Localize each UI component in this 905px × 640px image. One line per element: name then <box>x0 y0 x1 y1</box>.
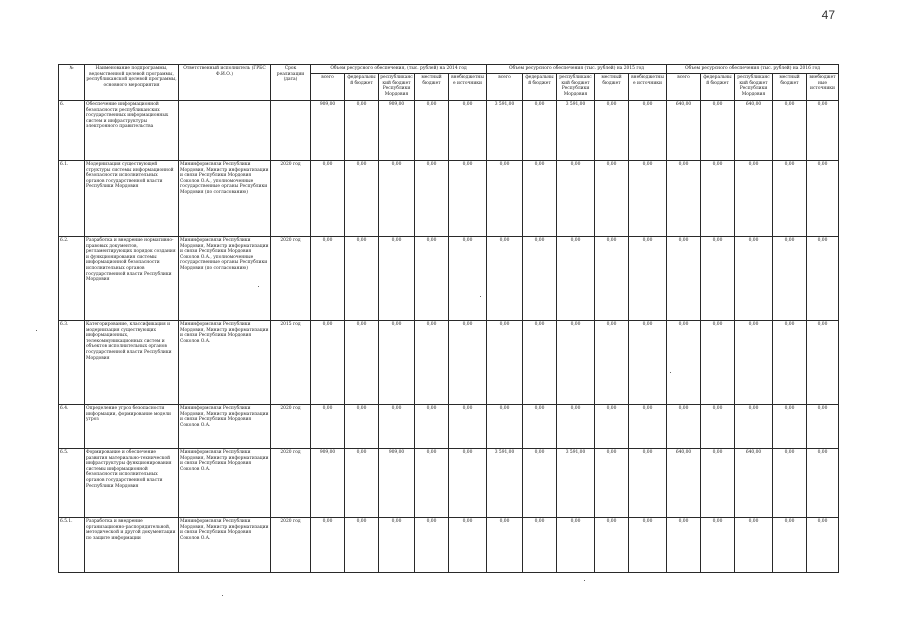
row-number: 6. <box>59 101 85 161</box>
row-responsible: Мининформсвязи Республики Мордовия, Министр информатизации и связи Республики Мордовия Соколов О.А., уполномоченные государственные органы Республики Мордовия (по согласованию) <box>179 161 271 237</box>
scan-speck <box>222 595 223 596</box>
cell-2015-republic: 3 591,00 <box>557 449 595 518</box>
budget-table-sheet <box>58 64 838 573</box>
cell-2014-republic: 0,00 <box>379 161 415 237</box>
table-row <box>59 449 839 518</box>
cell-2014-local: 0,00 <box>415 161 449 237</box>
cell-2015-federal: 0,00 <box>523 101 557 161</box>
header-republic-2015: республиканский бюджет Республики Мордовия <box>557 74 595 101</box>
cell-2016-offbudget: 0,00 <box>807 449 839 518</box>
cell-2016-republic: 0,00 <box>735 237 773 321</box>
cell-2015-local: 0,00 <box>595 405 629 449</box>
cell-2014-local: 0,00 <box>415 101 449 161</box>
row-number: 6.1. <box>59 161 85 237</box>
cell-2014-republic: 0,00 <box>379 321 415 405</box>
cell-2014-offbudget: 0,00 <box>449 237 487 321</box>
header-offbudget-2016: внебюджетные источники <box>807 74 839 101</box>
cell-2015-federal: 0,00 <box>523 405 557 449</box>
table-row <box>59 405 839 449</box>
cell-2014-republic: 0,00 <box>379 518 415 573</box>
row-responsible: Мининформсвязи Республики Мордовия, Министр информатизации и связи Республики Мордовия Соколов О.А. <box>179 449 271 518</box>
row-name: Определение угроз безопасности информации, формирование модели угроз <box>85 405 179 449</box>
cell-2016-total: 640,00 <box>667 449 701 518</box>
scan-speck <box>584 580 585 581</box>
cell-2014-local: 0,00 <box>415 405 449 449</box>
table-row <box>59 518 839 573</box>
cell-2014-total: 0,00 <box>311 237 345 321</box>
cell-2014-federal: 0,00 <box>345 321 379 405</box>
cell-2015-total: 3 591,00 <box>487 101 523 161</box>
row-responsible <box>179 101 271 161</box>
cell-2016-local: 0,00 <box>773 449 807 518</box>
cell-2016-federal: 0,00 <box>701 101 735 161</box>
cell-2015-federal: 0,00 <box>523 161 557 237</box>
cell-2015-republic: 3 591,00 <box>557 101 595 161</box>
cell-2014-local: 0,00 <box>415 237 449 321</box>
cell-2014-total: 909,00 <box>311 449 345 518</box>
header-responsible: Ответственный исполнитель (ГРБС Ф.И.О.) <box>179 65 271 101</box>
row-responsible: Мининформсвязи Республики Мордовия, Министр информатизации и связи Республики Мордовия Соколов О.А., уполномоченные государственные органы Республики Мордовия (по согласованию) <box>179 237 271 321</box>
cell-2015-local: 0,00 <box>595 321 629 405</box>
cell-2016-federal: 0,00 <box>701 449 735 518</box>
cell-2015-total: 0,00 <box>487 405 523 449</box>
header-total-2014: всего <box>311 74 345 101</box>
row-term: 2020 год <box>271 161 311 237</box>
cell-2014-offbudget: 0,00 <box>449 101 487 161</box>
table-row <box>59 237 839 321</box>
cell-2016-federal: 0,00 <box>701 405 735 449</box>
cell-2015-federal: 0,00 <box>523 321 557 405</box>
row-responsible: Мининформсвязи Республики Мордовия, Министр информатизации и связи Республики Мордовия Соколов О.А. <box>179 518 271 573</box>
cell-2016-local: 0,00 <box>773 101 807 161</box>
cell-2016-offbudget: 0,00 <box>807 101 839 161</box>
row-number: 6.4. <box>59 405 85 449</box>
cell-2015-local: 0,00 <box>595 237 629 321</box>
cell-2016-offbudget: 0,00 <box>807 237 839 321</box>
row-responsible: Мининформсвязи Республики Мордовия, Министр информатизации и связи Республики Мордовия Соколов О.А. <box>179 321 271 405</box>
cell-2016-total: 0,00 <box>667 518 701 573</box>
cell-2015-local: 0,00 <box>595 161 629 237</box>
row-name: Разработка и внедрение организационно-распорядительной, методической и другой документации по защите информации <box>85 518 179 573</box>
header-group-2016: Объем ресурсного обеспечения (тыс. рублей) на 2016 год <box>667 65 839 74</box>
cell-2014-total: 0,00 <box>311 518 345 573</box>
header-federal-2016: федеральный бюджет <box>701 74 735 101</box>
cell-2014-federal: 0,00 <box>345 161 379 237</box>
cell-2014-offbudget: 0,00 <box>449 518 487 573</box>
cell-2015-offbudget: 0,00 <box>629 101 667 161</box>
cell-2016-total: 0,00 <box>667 405 701 449</box>
scan-speck <box>670 372 671 373</box>
cell-2014-federal: 0,00 <box>345 101 379 161</box>
cell-2014-offbudget: 0,00 <box>449 161 487 237</box>
row-number: 6.5. <box>59 449 85 518</box>
cell-2016-federal: 0,00 <box>701 518 735 573</box>
header-local-2014: местный бюджет <box>415 74 449 101</box>
cell-2015-offbudget: 0,00 <box>629 321 667 405</box>
row-number: 6.2. <box>59 237 85 321</box>
cell-2016-offbudget: 0,00 <box>807 161 839 237</box>
cell-2014-federal: 0,00 <box>345 405 379 449</box>
header-offbudget-2015: внебюджетные источники <box>629 74 667 101</box>
cell-2014-offbudget: 0,00 <box>449 449 487 518</box>
cell-2015-republic: 0,00 <box>557 405 595 449</box>
cell-2016-federal: 0,00 <box>701 161 735 237</box>
cell-2014-republic: 909,00 <box>379 101 415 161</box>
row-name: Разработка и внедрение нормативно-правовых документов, регламентирующих порядок создания и функционирования системы информационной безопасности исполнительных органов государственной власти Республики Мордовия <box>85 237 179 321</box>
row-name: Формирование и обеспечение развития материально-технической инфраструктуры функционирования системы информационной безопасности исполнительных органов государственной власти Республики Мордовия <box>85 449 179 518</box>
cell-2015-total: 0,00 <box>487 161 523 237</box>
cell-2016-federal: 0,00 <box>701 321 735 405</box>
cell-2015-offbudget: 0,00 <box>629 237 667 321</box>
header-term: Срок реализации (дата) <box>271 65 311 101</box>
cell-2016-republic: 0,00 <box>735 518 773 573</box>
header-offbudget-2014: внебюджетные источники <box>449 74 487 101</box>
header-republic-2014: республиканский бюджет Республики Мордовия <box>379 74 415 101</box>
cell-2014-republic: 909,00 <box>379 449 415 518</box>
table-row <box>59 101 839 161</box>
cell-2016-total: 0,00 <box>667 321 701 405</box>
cell-2016-republic: 640,00 <box>735 449 773 518</box>
cell-2016-total: 0,00 <box>667 237 701 321</box>
row-term <box>271 101 311 161</box>
header-name: Наименование подпрограммы, ведомственной целевой программы, республиканской целевой программы, основного мероприятия <box>85 65 179 101</box>
cell-2014-offbudget: 0,00 <box>449 321 487 405</box>
cell-2016-republic: 0,00 <box>735 321 773 405</box>
row-term: 2020 год <box>271 518 311 573</box>
cell-2016-local: 0,00 <box>773 161 807 237</box>
cell-2016-total: 0,00 <box>667 161 701 237</box>
page-number: 47 <box>821 8 835 22</box>
cell-2014-local: 0,00 <box>415 449 449 518</box>
cell-2015-federal: 0,00 <box>523 518 557 573</box>
header-federal-2015: федеральный бюджет <box>523 74 557 101</box>
cell-2014-republic: 0,00 <box>379 237 415 321</box>
header-row-top <box>59 65 839 74</box>
cell-2014-total: 909,00 <box>311 101 345 161</box>
row-name: Модернизация существующей структуры системы информационной безопасности исполнительных органов государственной власти Республики Мордовия <box>85 161 179 237</box>
cell-2016-offbudget: 0,00 <box>807 405 839 449</box>
cell-2015-offbudget: 0,00 <box>629 518 667 573</box>
cell-2016-offbudget: 0,00 <box>807 321 839 405</box>
header-local-2016: местный бюджет <box>773 74 807 101</box>
scan-speck <box>480 296 481 297</box>
cell-2014-local: 0,00 <box>415 518 449 573</box>
row-name: Категорирование, классификация и модернизация существующих информационных, телекоммуникационных систем и объектов исполнительных органов государственной власти Республики Мордовия <box>85 321 179 405</box>
row-term: 2020 год <box>271 405 311 449</box>
header-group-2014: Объем ресурсного обеспечения, (тыс. рублей) на 2014 год <box>311 65 487 74</box>
cell-2015-republic: 0,00 <box>557 321 595 405</box>
cell-2014-offbudget: 0,00 <box>449 405 487 449</box>
header-total-2016: всего <box>667 74 701 101</box>
cell-2016-offbudget: 0,00 <box>807 518 839 573</box>
cell-2015-federal: 0,00 <box>523 237 557 321</box>
cell-2014-total: 0,00 <box>311 405 345 449</box>
cell-2015-local: 0,00 <box>595 101 629 161</box>
cell-2014-republic: 0,00 <box>379 405 415 449</box>
row-responsible: Мининформсвязи Республики Мордовия, Министр информатизации и связи Республики Мордовия Соколов О.А. <box>179 405 271 449</box>
cell-2015-total: 3 591,00 <box>487 449 523 518</box>
cell-2016-republic: 640,00 <box>735 101 773 161</box>
cell-2015-offbudget: 0,00 <box>629 161 667 237</box>
cell-2016-total: 640,00 <box>667 101 701 161</box>
header-federal-2014: федеральный бюджет <box>345 74 379 101</box>
row-number: 6.5.1. <box>59 518 85 573</box>
row-number: 6.3. <box>59 321 85 405</box>
scan-speck <box>36 330 37 331</box>
scan-speck <box>258 286 259 287</box>
table-row <box>59 161 839 237</box>
cell-2014-total: 0,00 <box>311 321 345 405</box>
cell-2016-local: 0,00 <box>773 237 807 321</box>
cell-2016-local: 0,00 <box>773 321 807 405</box>
cell-2016-local: 0,00 <box>773 518 807 573</box>
header-republic-2016: республиканский бюджет Республики Мордовия <box>735 74 773 101</box>
cell-2014-federal: 0,00 <box>345 449 379 518</box>
header-number: № <box>59 65 85 101</box>
header-group-2015: Объем ресурсного обеспечения (тыс. рублей) на 2015 год <box>487 65 667 74</box>
cell-2015-federal: 0,00 <box>523 449 557 518</box>
cell-2015-total: 0,00 <box>487 321 523 405</box>
row-term: 2015 год <box>271 321 311 405</box>
cell-2016-local: 0,00 <box>773 405 807 449</box>
cell-2015-local: 0,00 <box>595 449 629 518</box>
cell-2015-local: 0,00 <box>595 518 629 573</box>
cell-2015-republic: 0,00 <box>557 161 595 237</box>
table-row <box>59 321 839 405</box>
cell-2015-total: 0,00 <box>487 237 523 321</box>
cell-2016-republic: 0,00 <box>735 161 773 237</box>
row-term: 2020 год <box>271 237 311 321</box>
header-local-2015: местный бюджет <box>595 74 629 101</box>
cell-2015-republic: 0,00 <box>557 518 595 573</box>
row-term: 2020 год <box>271 449 311 518</box>
cell-2015-republic: 0,00 <box>557 237 595 321</box>
cell-2014-local: 0,00 <box>415 321 449 405</box>
header-total-2015: всего <box>487 74 523 101</box>
cell-2014-federal: 0,00 <box>345 237 379 321</box>
budget-table <box>58 64 839 573</box>
cell-2016-federal: 0,00 <box>701 237 735 321</box>
cell-2016-republic: 0,00 <box>735 405 773 449</box>
cell-2014-federal: 0,00 <box>345 518 379 573</box>
cell-2015-offbudget: 0,00 <box>629 449 667 518</box>
cell-2015-offbudget: 0,00 <box>629 405 667 449</box>
cell-2015-total: 0,00 <box>487 518 523 573</box>
row-name: Обеспечение информационной безопасности республиканских государственных информационных систем и инфраструктуры электронного правительства <box>85 101 179 161</box>
cell-2014-total: 0,00 <box>311 161 345 237</box>
